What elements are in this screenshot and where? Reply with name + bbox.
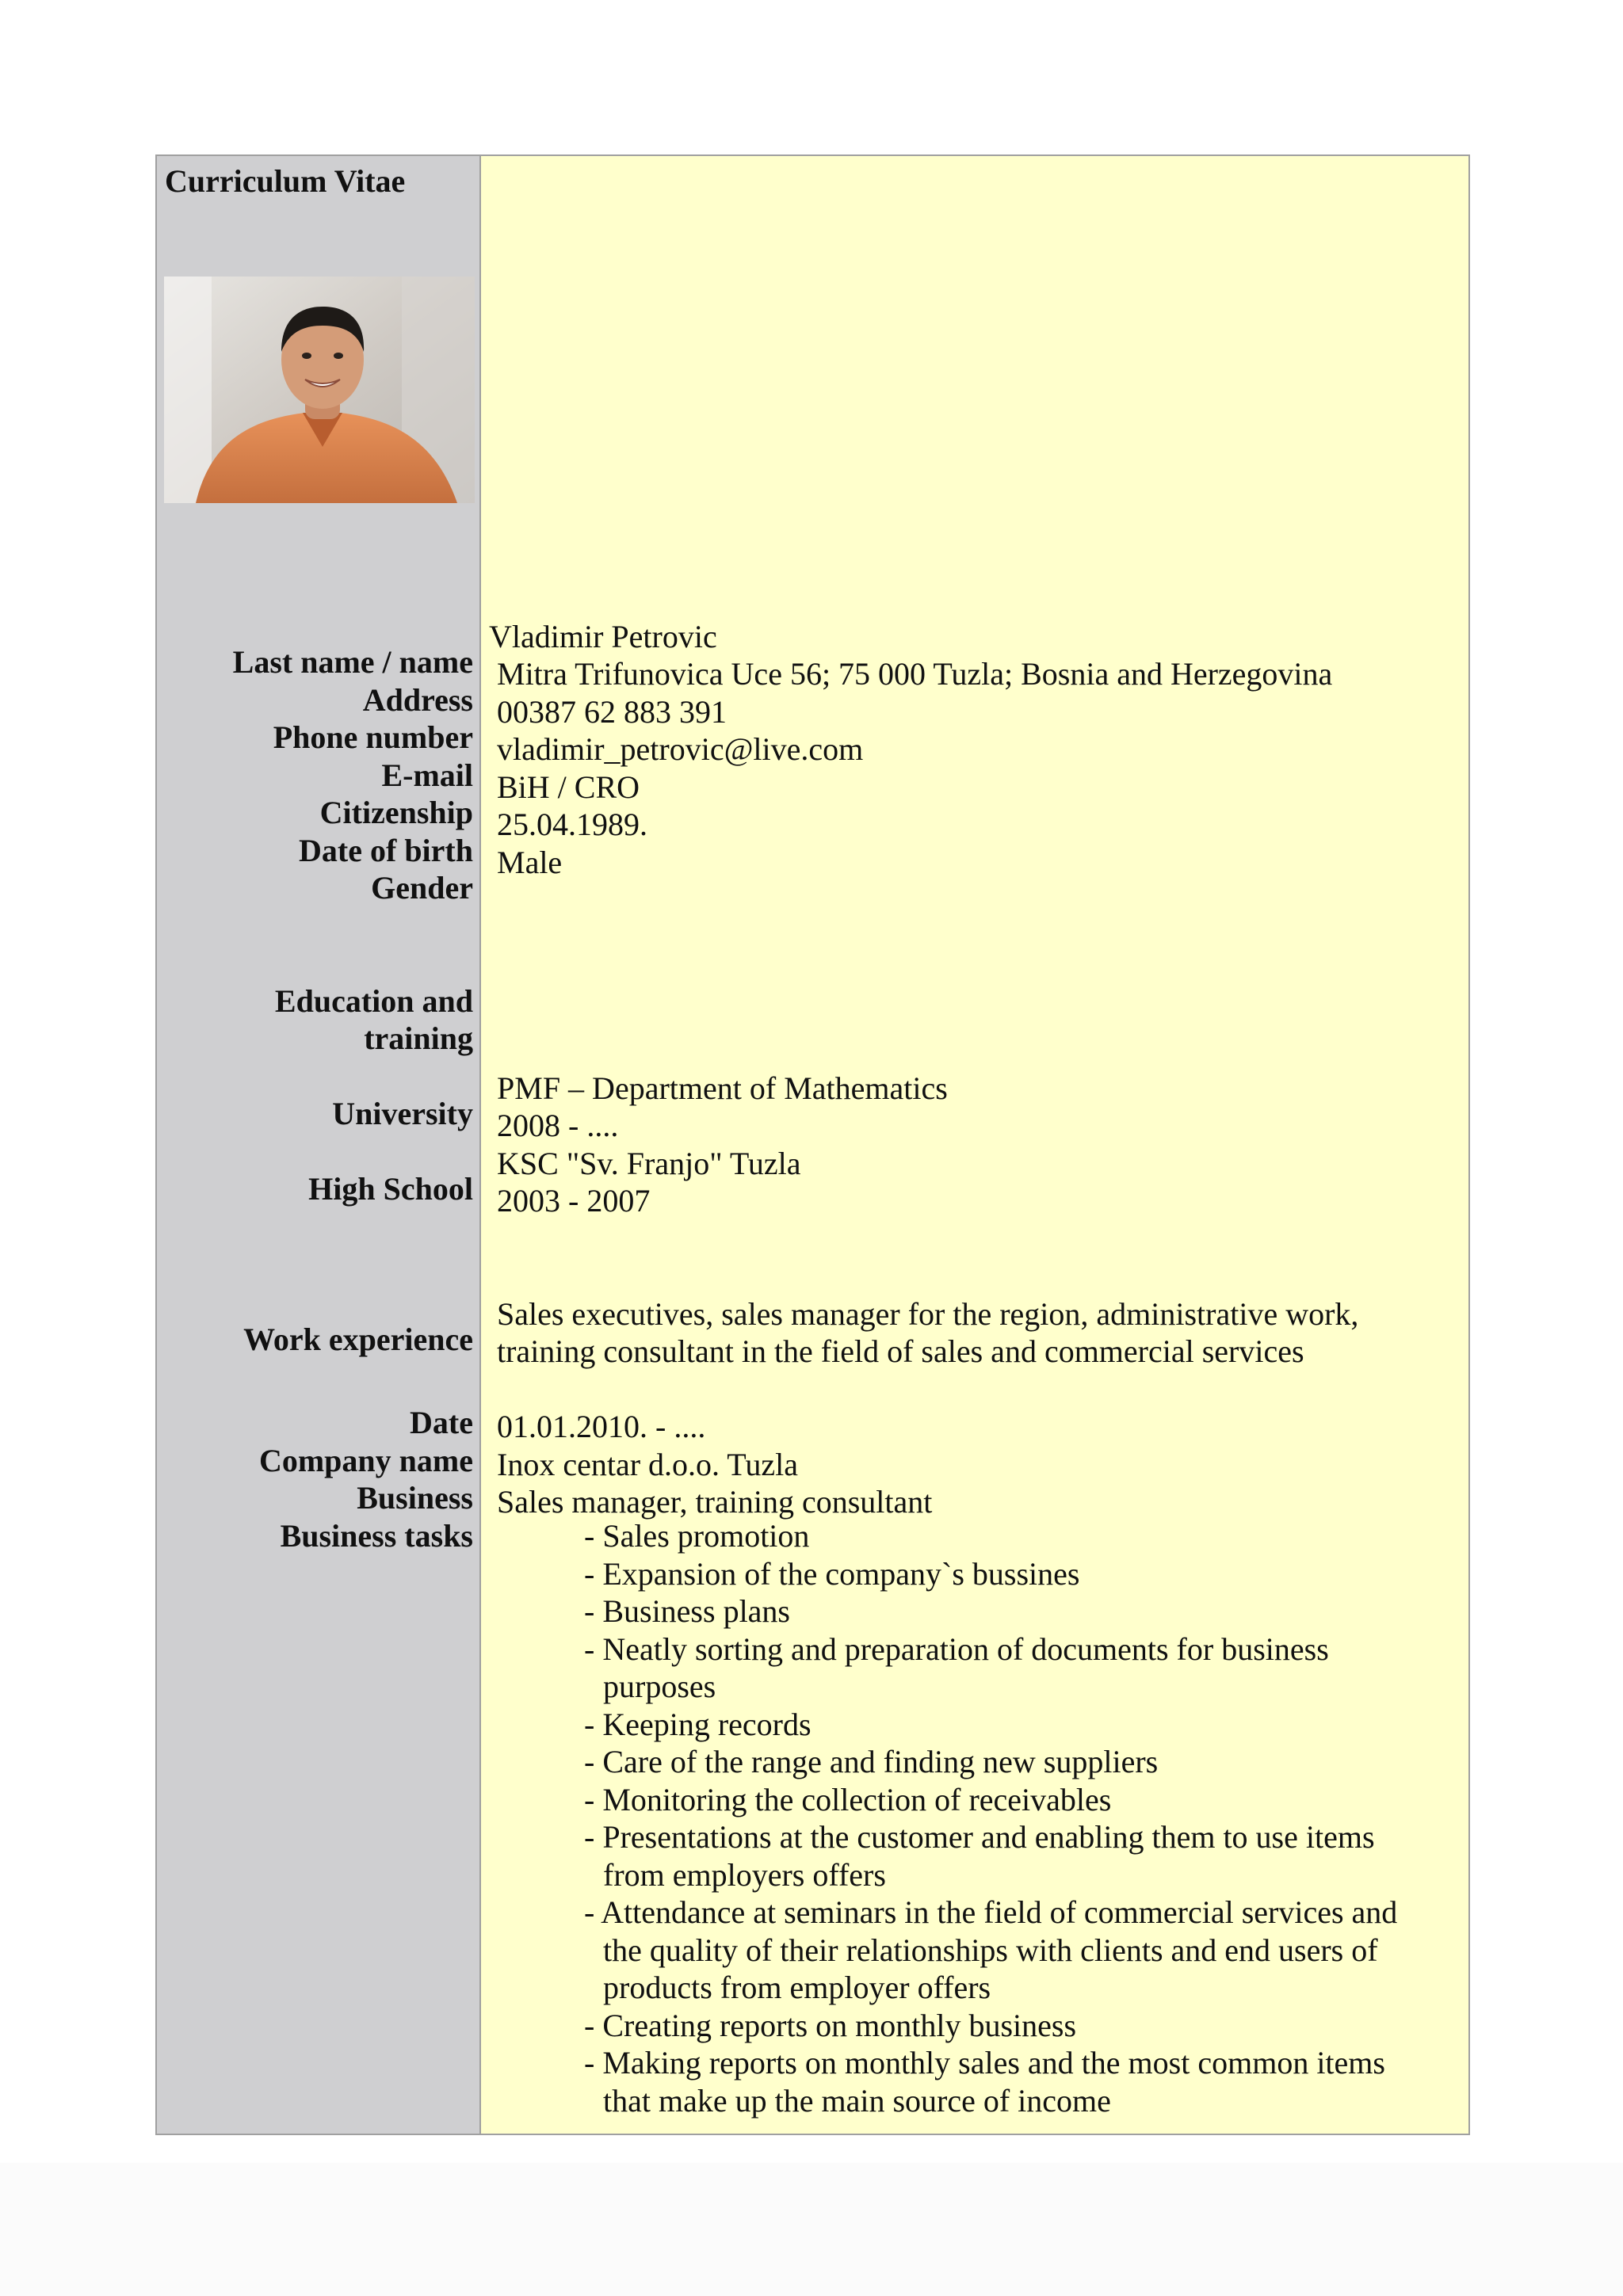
list-item: - Business plans bbox=[584, 1593, 790, 1629]
value-email: vladimir_petrovic@live.com bbox=[497, 731, 864, 767]
list-item: - Creating reports on monthly business bbox=[584, 2007, 1077, 2043]
label-address: Address bbox=[362, 682, 473, 718]
label-column bbox=[157, 156, 481, 2134]
list-item: - Care of the range and finding new suppliers bbox=[584, 1744, 1159, 1779]
label-high-school: High School bbox=[308, 1171, 473, 1207]
label-work-experience: Work experience bbox=[243, 1322, 473, 1357]
value-gender: Male bbox=[497, 845, 563, 880]
value-high-school-years: 2003 - 2007 bbox=[497, 1183, 651, 1219]
label-business: Business bbox=[357, 1480, 473, 1516]
label-email: E-mail bbox=[381, 757, 473, 793]
list-item: - Monitoring the collection of receivables bbox=[584, 1781, 1112, 1817]
value-work-summary-1: Sales executives, sales manager for the region, administrative work, bbox=[497, 1296, 1359, 1332]
label-name: Last name / name bbox=[232, 644, 473, 680]
value-date-of-birth: 25.04.1989. bbox=[497, 807, 647, 842]
value-date: 01.01.2010. - .... bbox=[497, 1409, 706, 1444]
value-name: Vladimir Petrovic bbox=[489, 619, 717, 654]
value-university-years: 2008 - .... bbox=[497, 1108, 619, 1143]
label-business-tasks: Business tasks bbox=[280, 1518, 473, 1554]
value-phone: 00387 62 883 391 bbox=[497, 694, 727, 730]
value-company-name: Inox centar d.o.o. Tuzla bbox=[497, 1447, 798, 1482]
value-high-school-name: KSC "Sv. Franjo" Tuzla bbox=[497, 1146, 801, 1181]
label-company-name: Company name bbox=[258, 1443, 473, 1478]
list-item: - Expansion of the company`s bussines bbox=[584, 1555, 1080, 1592]
label-citizenship: Citizenship bbox=[319, 795, 473, 830]
content-column bbox=[481, 156, 1468, 2134]
list-item: - Making reports on monthly sales and the most common items that make up the main source of income bbox=[584, 2045, 1385, 2119]
value-work-summary-2: training consultant in the field of sales and commercial services bbox=[497, 1333, 1304, 1369]
value-citizenship: BiH / CRO bbox=[497, 769, 640, 805]
list-item: - Keeping records bbox=[584, 1706, 812, 1742]
value-business: Sales manager, training consultant bbox=[497, 1484, 933, 1520]
page-bottom-margin bbox=[0, 2163, 1623, 2296]
label-date-of-birth: Date of birth bbox=[299, 833, 473, 868]
value-university-name: PMF – Department of Mathematics bbox=[497, 1070, 948, 1106]
profile-photo bbox=[164, 277, 475, 503]
value-address: Mitra Trifunovica Uce 56; 75 000 Tuzla; Bosnia and Herzegovina bbox=[497, 656, 1333, 692]
cv-table bbox=[155, 154, 1470, 2135]
label-phone: Phone number bbox=[273, 719, 473, 755]
business-tasks-list bbox=[584, 1517, 1435, 2119]
list-item: - Presentations at the customer and enabling them to use items from employers offers bbox=[584, 1819, 1375, 1893]
list-item: - Attendance at seminars in the field of commercial services and the quality of their relationships with clients and end users of products from employer offers bbox=[584, 1894, 1398, 2005]
label-university: University bbox=[332, 1096, 473, 1131]
label-education-heading-2: training bbox=[364, 1020, 473, 1056]
list-item: - Neatly sorting and preparation of documents for business purposes bbox=[584, 1630, 1329, 1704]
list-item: - Sales promotion bbox=[584, 1518, 810, 1554]
label-gender: Gender bbox=[371, 870, 473, 906]
document-title: Curriculum Vitae bbox=[165, 163, 406, 199]
label-education-heading-1: Education and bbox=[274, 983, 473, 1019]
label-date: Date bbox=[410, 1405, 473, 1440]
